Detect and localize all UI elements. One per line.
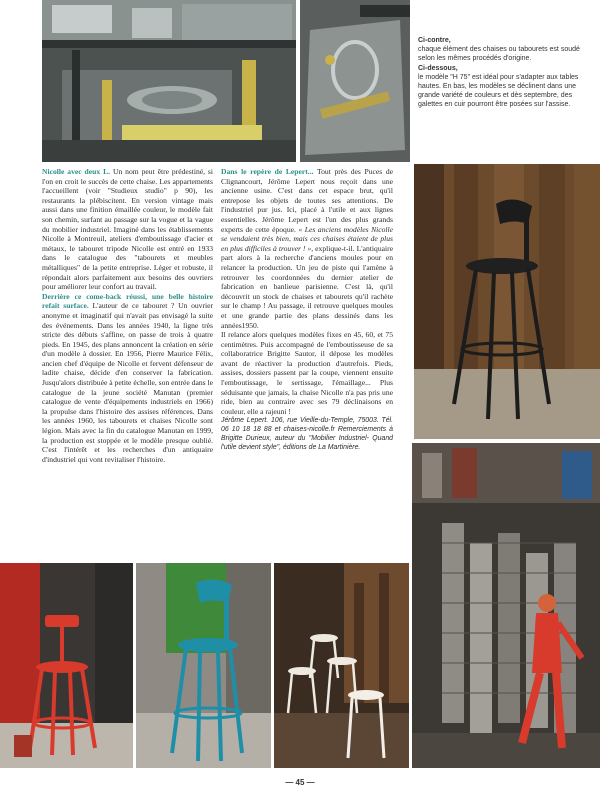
column2-paragraph-1 [221, 167, 393, 330]
stacked-chairs-photo [412, 443, 600, 768]
white-stools-photo [274, 563, 409, 768]
caption-left-text: chaque élément des chaises ou tabourets est soudé selon les mêmes procédés d'origine. [418, 46, 580, 63]
column2-text-1a: Tout près des Puces de Clignancourt, Jérôme Lepert nous reçoit dans une ancienne usine. C'est dans cet espace brut, qu'il entrepose les objets de toutes ses attentions. De l'industriel pur jus. Ici, placé à l'utile et aux lignes essentielles. Jérôme Lepert est l'un des plus grands experts de cette époque. [221, 167, 393, 234]
column1-lead-1: Nicolle avec deux L. [42, 167, 111, 176]
column1-lead-2: Derrière ce come-back réussi, une belle histoire refait surface. [42, 291, 213, 311]
column1-text-1: Un nom peut être prédestiné, si l'on en croit le succès de cette chaise. Les appartements l'accueillent (voir "Studieux studio" p 90), les restaurants la plébiscitent. En version vintage mais aussi dans une finition émaillée couleur, le modèle fait son chemin, surfant au passage sur la vogue et la vague du mobilier industriel. Imaginé dans les établissements Nicolle à Montreuil, ateliers d'emboutissage d'acier et métaux, le tabouret tripode Nicolle est entré en 1933 dans le catalogue des "tabourets et meubles métalliques" de la petite entreprise. Léger et robuste, il répondait alors parfaitement aux besoins des ouvriers pour améliorer leur confort au travail. [42, 167, 213, 292]
column1-text-2: L'auteur de ce tabouret ? Un ouvrier anonyme et imaginatif qui n'avait pas envisagé la suite des événements. Dans les années 1940, la ligne très stricte des débuts s'affine, on passe de trois à quatre pieds. En 1945, des plans annoncent la création en série d'un modèle à dossier. En 1956, Pierre Maurice Félix, ancien chef d'équipe de Nicolle et fervent défenseur de ladite chaise, décide d'en conserver la fabrication. Jusqu'alors distribuée à petite échelle, son entrée dans le catalogue de la jeune société Manutan (premier catalogue de vente d'équipements industriels en 1966) la propulse dans l'histoire des assises références. Dans les années 1960, les tabourets et chaises Nicolle sont légion. Mais avec la fin du catalogue Manutan en 1999, la production est stoppée et le modèle presque oublié. C'est l'intérêt et les recherches d'un antiquaire d'industriel qui vont revitaliser l'histoire. [42, 301, 213, 464]
page-number: — 45 — [285, 778, 315, 787]
column2-credit: Jérôme Lepert. 106, rue Vieille-du-Temple, 75003. Tél. 06 10 18 18 88 et chaises-nicolle.fr Remerciements à Brigitte Durieux, auteur du "Mobilier Industriel- Quand l'utile devient style", éditions de La Martinière. [221, 417, 393, 452]
teal-chair-photo [136, 563, 271, 768]
column1-paragraph-1 [42, 167, 213, 292]
column2-paragraph-2: Il relance alors quelques modèles fixes en 45, 60, et 75 centimètres. Puis accompagné de l'emboutisseuse de sa collaboratrice Brigitte Sautor, il dépose les modèles avant de réactiver la production d'autrefois. Pieds, assises, dossiers passent par la coupe, viennent ensuite l'emboutissage, le sertissage, l'émaillage... Plus séduisante que jamais, la chaise Nicolle n'a pas pris une ride, bien au contraire avec ses 79 déclinaisons en couleur, elle a rajeuni ! [221, 330, 393, 416]
red-stool-photo [0, 563, 133, 768]
column2-text-1b: , explique-t-il. L'antiquaire part alors à la recherche d'anciens moules pour en relancer la production. Un jeu de piste qui l'amène à retrouver les coordonnées du dernier atelier de fabrication en banlieue parisienne. C'est là, qu'il découvrit un stock de chaises et tabourets qu'il rachète sur le champ ! Au passage, il retrouve quelques moules et une grande partie des plans dessinés dans les années1950. [221, 243, 393, 330]
factory-machine-photo [42, 0, 296, 162]
caption-left-head: Ci-contre, [418, 37, 451, 44]
caption-below-head: Ci-dessous, [418, 64, 458, 72]
column2-lead: Dans le repère de Lepert... [221, 167, 314, 176]
column2-quote: « Les anciens modèles Nicolle se vendaient très bien, mais ces chaises étaient de plus en plus difficiles à trouver ! » [221, 224, 393, 253]
photo-captions [418, 36, 590, 110]
welding-mould-photo [300, 0, 410, 162]
high-stool-photo [414, 164, 600, 439]
article-column-1 [42, 167, 213, 464]
article-column-2 [221, 167, 393, 452]
column1-paragraph-2 [42, 292, 213, 465]
caption-below-text: le modèle "H 75" est idéal pour s'adapter aux tables hautes. En bas, les modèles se déclinent dans une grande variété de couleurs et dès septembre, des galettes en cuir pourront être posées sur l'assise. [418, 73, 579, 109]
